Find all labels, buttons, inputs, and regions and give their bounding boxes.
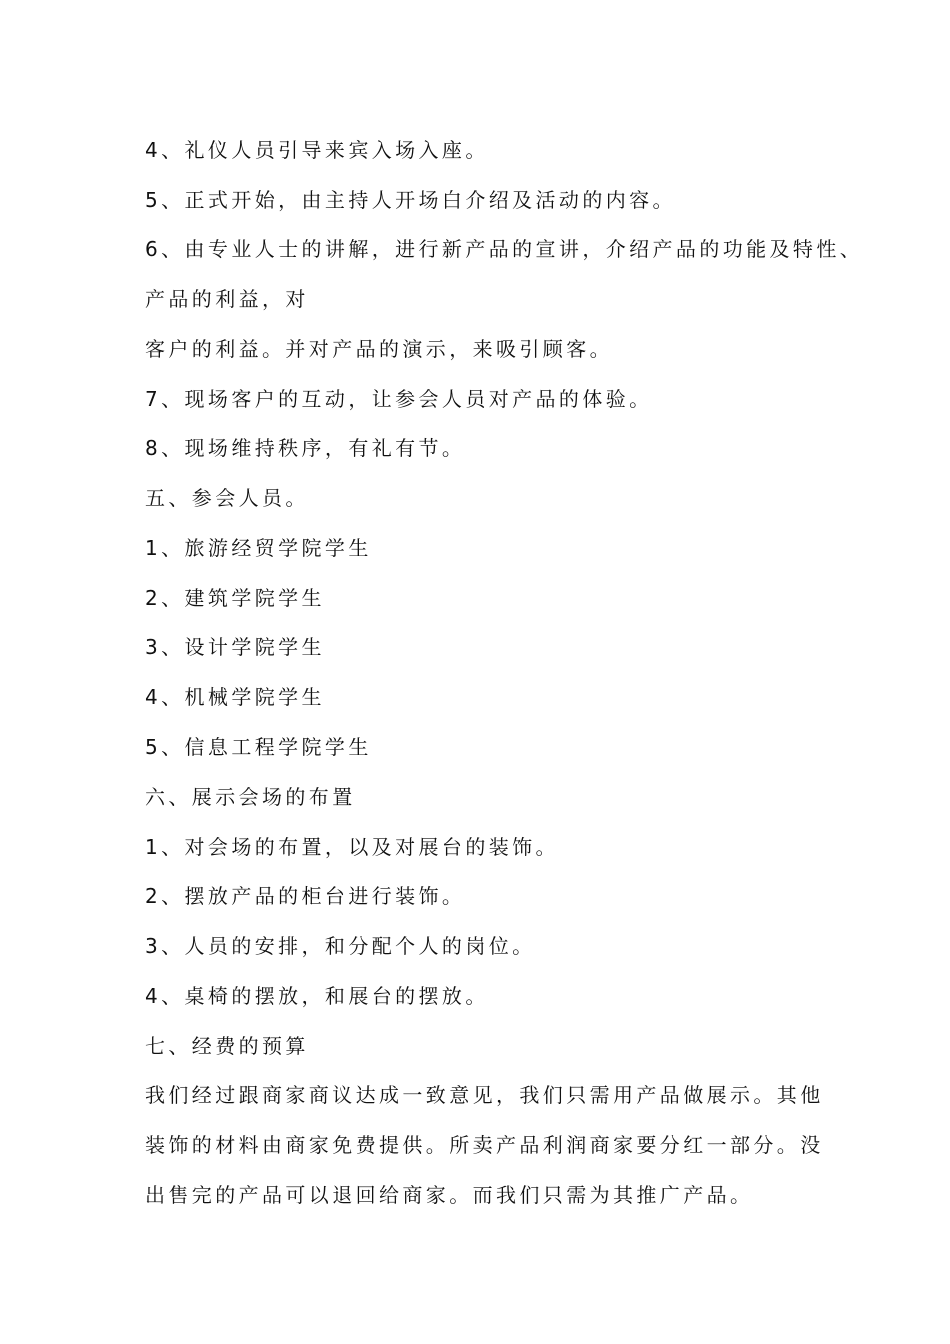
layout-item-4: 4、桌椅的摆放，和展台的摆放。 <box>145 984 489 1008</box>
item-5-start: 5、正式开始，由主持人开场白介绍及活动的内容。 <box>145 188 676 212</box>
participant-2: 2、建筑学院学生 <box>145 586 325 610</box>
section-5-heading: 五、参会人员。 <box>145 486 309 510</box>
item-6-presentation: 6、由专业人士的讲解，进行新产品的宣讲，介绍产品的功能及特性、 <box>145 237 864 261</box>
section-7-heading: 七、经费的预算 <box>145 1034 309 1058</box>
item-6-continued-2: 客户的利益。并对产品的演示，来吸引顾客。 <box>145 337 613 361</box>
participant-4: 4、机械学院学生 <box>145 685 325 709</box>
item-6-continued: 产品的利益，对 <box>145 287 309 311</box>
section-6-heading: 六、展示会场的布置 <box>145 785 356 809</box>
participant-3: 3、设计学院学生 <box>145 635 325 659</box>
budget-paragraph-line-1: 我们经过跟商家商议达成一致意见，我们只需用产品做展示。其他 <box>145 1083 824 1107</box>
layout-item-3: 3、人员的安排，和分配个人的岗位。 <box>145 934 536 958</box>
participant-5: 5、信息工程学院学生 <box>145 735 372 759</box>
item-4-usher: 4、礼仪人员引导来宾入场入座。 <box>145 138 489 162</box>
budget-paragraph-line-2: 装饰的材料由商家免费提供。所卖产品利润商家要分红一部分。没 <box>145 1133 824 1157</box>
budget-paragraph-line-3: 出售完的产品可以退回给商家。而我们只需为其推广产品。 <box>145 1183 754 1207</box>
item-8-order: 8、现场维持秩序，有礼有节。 <box>145 436 466 460</box>
layout-item-2: 2、摆放产品的柜台进行装饰。 <box>145 884 466 908</box>
item-7-interaction: 7、现场客户的互动，让参会人员对产品的体验。 <box>145 387 653 411</box>
participant-1: 1、旅游经贸学院学生 <box>145 536 372 560</box>
layout-item-1: 1、对会场的布置，以及对展台的装饰。 <box>145 835 559 859</box>
